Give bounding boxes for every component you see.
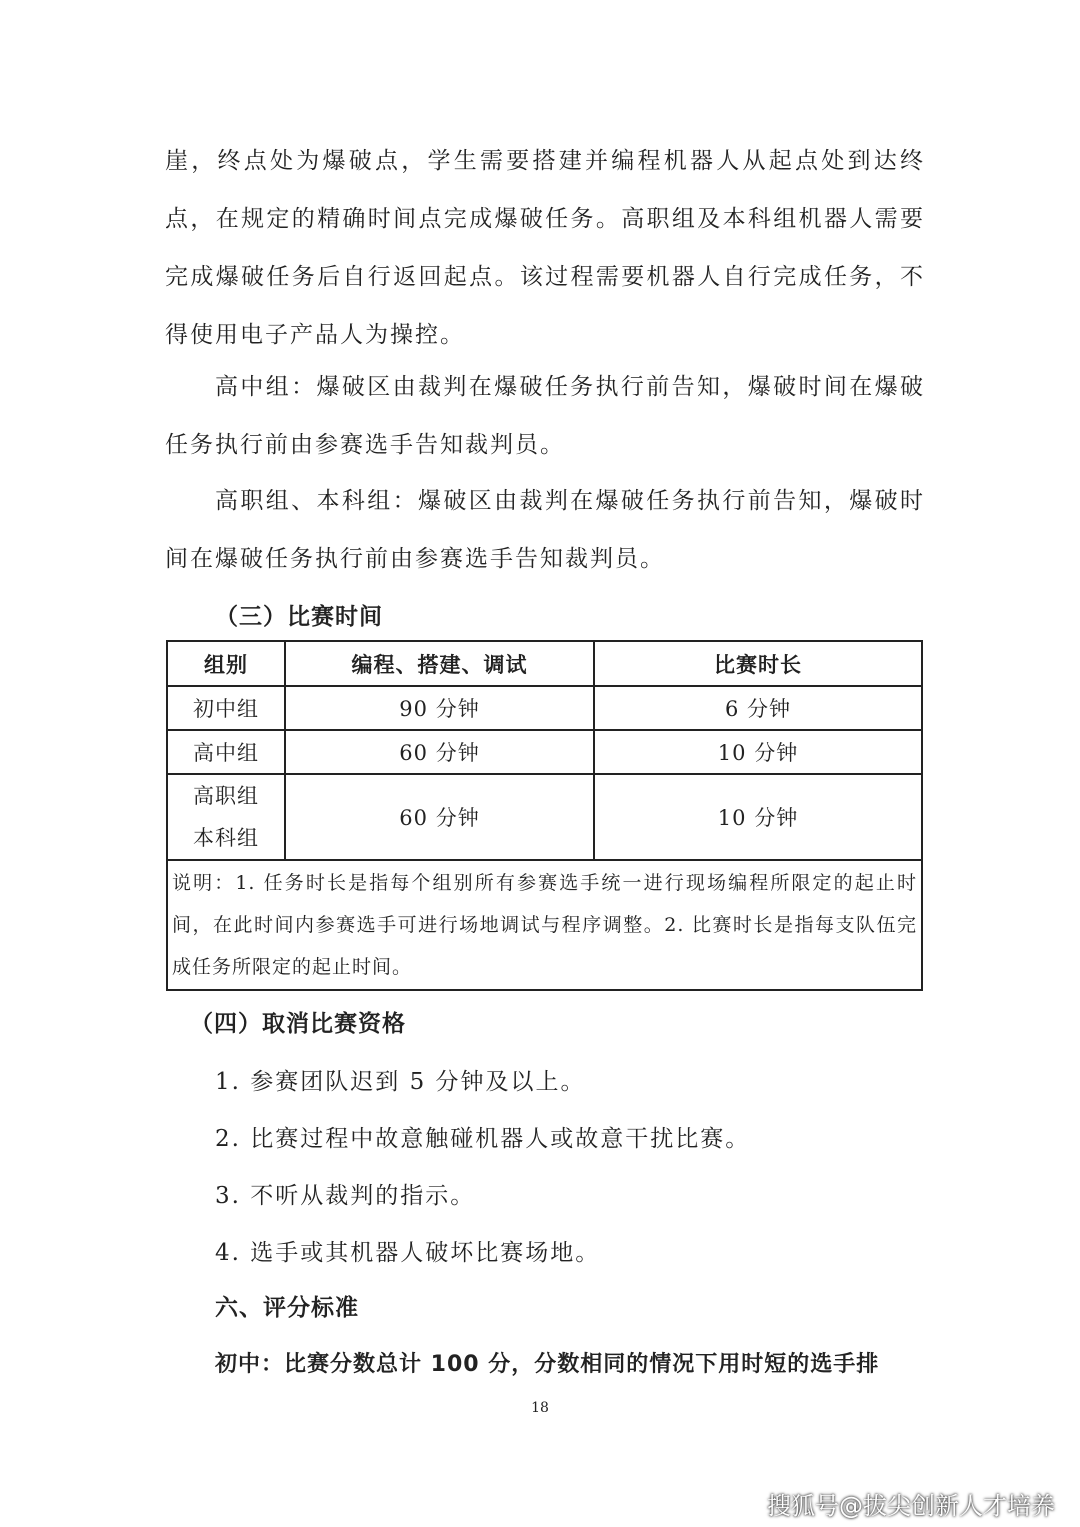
scoring-line: 初中：比赛分数总计 100 分，分数相同的情况下用时短的选手排 <box>215 1352 880 1377</box>
list-item: 2. 比赛过程中故意触碰机器人或故意干扰比赛。 <box>215 1126 751 1152</box>
group-label: 高职组 <box>193 784 259 808</box>
table-row <box>167 730 922 774</box>
table-cell-group: 初中组 <box>167 686 285 730</box>
table-cell-prep-time: 60 分钟 <box>285 774 594 860</box>
list-item: 1. 参赛团队迟到 5 分钟及以上。 <box>215 1069 586 1095</box>
table-cell-prep-time: 60 分钟 <box>285 730 594 774</box>
table-note-row <box>167 860 922 990</box>
table-cell-group: 高中组 <box>167 730 285 774</box>
table-note: 说明：1. 任务时长是指每个组别所有参赛选手统一进行现场编程所限定的起止时间，在此时间内参赛选手可进行场地调试与程序调整。2. 比赛时长是指每支队伍完成任务所限定的起止时间。 <box>167 860 922 990</box>
table-row <box>167 774 922 860</box>
table-header-cell: 组别 <box>167 641 285 686</box>
table-row <box>167 686 922 730</box>
competition-time-table <box>166 640 923 991</box>
table-cell-prep-time: 90 分钟 <box>285 686 594 730</box>
group-label: 本科组 <box>193 826 259 850</box>
list-item: 3. 不听从裁判的指示。 <box>215 1183 476 1209</box>
paragraph-vocational-undergrad: 高职组、本科组：爆破区由裁判在爆破任务执行前告知，爆破时间在爆破任务执行前由参赛选手告知裁判员。 <box>165 488 925 572</box>
section-heading-scoring: 六、评分标准 <box>215 1295 359 1321</box>
table-cell-duration: 6 分钟 <box>594 686 922 730</box>
table-cell-group <box>167 774 285 860</box>
watermark: 搜狐号@拔尖创新人才培养 <box>767 1492 1055 1520</box>
paragraph-demolition-task: 崖，终点处为爆破点，学生需要搭建并编程机器人从起点处到达终点，在规定的精确时间点完成爆破任务。高职组及本科组机器人需要完成爆破任务后自行返回起点。该过程需要机器人自行完成任务，不得使用电子产品人为操控。 <box>165 148 925 348</box>
list-item: 4. 选手或其机器人破坏比赛场地。 <box>215 1240 601 1266</box>
table-cell-duration: 10 分钟 <box>594 774 922 860</box>
table-cell-duration: 10 分钟 <box>594 730 922 774</box>
page-number: 18 <box>531 1400 549 1416</box>
table-header-row <box>167 641 922 686</box>
table-header-cell: 编程、搭建、调试 <box>285 641 594 686</box>
section-heading-competition-time: （三）比赛时间 <box>215 604 383 630</box>
paragraph-high-school: 高中组：爆破区由裁判在爆破任务执行前告知，爆破时间在爆破任务执行前由参赛选手告知裁判员。 <box>165 374 925 458</box>
table-header-cell: 比赛时长 <box>594 641 922 686</box>
section-heading-disqualification: （四）取消比赛资格 <box>190 1011 406 1037</box>
